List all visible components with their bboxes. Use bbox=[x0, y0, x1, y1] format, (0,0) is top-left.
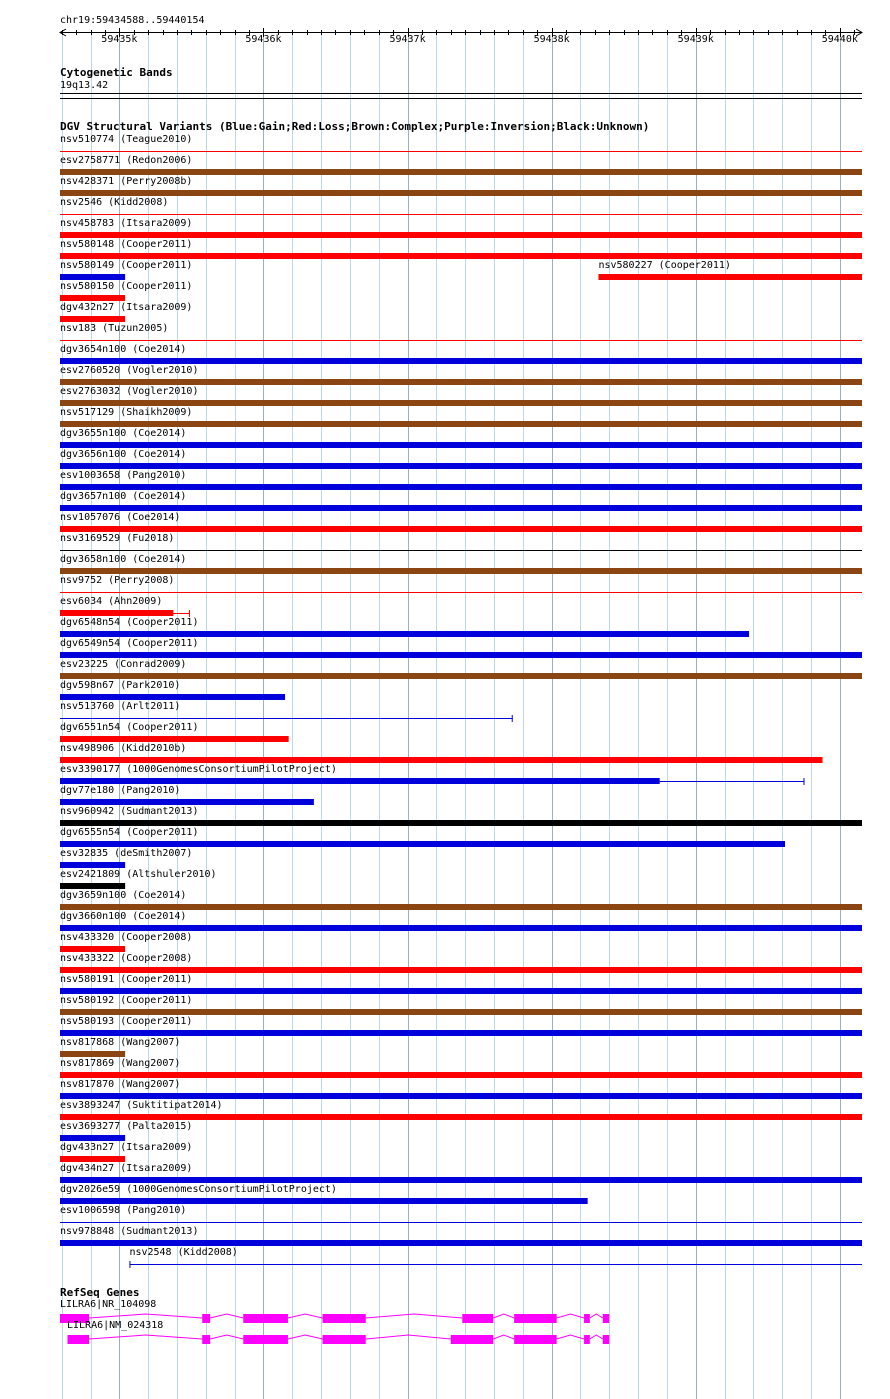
variant-label[interactable]: nsv2546 (Kidd2008) bbox=[60, 197, 169, 208]
ruler-tick-label: 59438k bbox=[533, 34, 570, 45]
ruler-tick-label: 59435k bbox=[101, 34, 138, 45]
variant-label[interactable]: dgv3655n100 (Coe2014) bbox=[60, 428, 187, 439]
variant-bar bbox=[60, 421, 862, 427]
gene-exon bbox=[243, 1335, 288, 1344]
variant-bar bbox=[60, 1114, 862, 1120]
gene-exon bbox=[603, 1314, 609, 1323]
gene-intron bbox=[590, 1335, 603, 1339]
gene-intron bbox=[557, 1335, 584, 1339]
variant-label[interactable]: dgv6548n54 (Cooper2011) bbox=[60, 617, 199, 628]
variant-label[interactable]: esv3893247 (Suktitipat2014) bbox=[60, 1100, 223, 1111]
variant-label[interactable]: esv2760520 (Vogler2010) bbox=[60, 365, 199, 376]
gene-intron bbox=[366, 1335, 451, 1339]
variant-bar bbox=[60, 652, 862, 658]
variant-label[interactable]: dgv434n27 (Itsara2009) bbox=[60, 1163, 193, 1174]
variant-label[interactable]: dgv3660n100 (Coe2014) bbox=[60, 911, 187, 922]
variant-bar bbox=[598, 274, 862, 280]
variant-label[interactable]: nsv513760 (Arlt2011) bbox=[60, 701, 181, 712]
cytoband-label: 19q13.42 bbox=[60, 80, 109, 91]
variant-bar bbox=[60, 190, 862, 196]
variant-bar bbox=[60, 799, 314, 805]
variant-bar bbox=[60, 463, 862, 469]
cytoband-track-title: Cytogenetic Bands bbox=[60, 66, 173, 79]
gene-exon bbox=[67, 1335, 89, 1344]
variant-label[interactable]: nsv580148 (Cooper2011) bbox=[60, 239, 193, 250]
variant-label[interactable]: nsv433322 (Cooper2008) bbox=[60, 953, 193, 964]
gene-exon bbox=[243, 1314, 288, 1323]
variant-label[interactable]: nsv580193 (Cooper2011) bbox=[60, 1016, 193, 1027]
variant-label[interactable]: nsv510774 (Teague2010) bbox=[60, 134, 193, 145]
ruler-tick-label: 59436k bbox=[245, 34, 282, 45]
variant-bar bbox=[60, 1240, 862, 1246]
gene-exon bbox=[514, 1314, 557, 1323]
gene-exon bbox=[451, 1335, 494, 1344]
cytoband-bar bbox=[60, 93, 862, 99]
dgv-track-title: DGV Structural Variants (Blue:Gain;Red:Loss;Brown:Complex;Purple:Inversion;Black:Unknown) bbox=[60, 120, 650, 133]
variant-bar bbox=[60, 1030, 862, 1036]
gene-intron bbox=[366, 1314, 463, 1318]
variant-label[interactable]: nsv428371 (Perry2008b) bbox=[60, 176, 193, 187]
variant-label[interactable]: nsv433320 (Cooper2008) bbox=[60, 932, 193, 943]
gene-intron bbox=[493, 1314, 514, 1318]
variant-label[interactable]: nsv458783 (Itsara2009) bbox=[60, 218, 193, 229]
variant-bar bbox=[60, 505, 862, 511]
ruler-tick-label: 59440k bbox=[821, 34, 858, 45]
variant-label[interactable]: esv6034 (Ahn2009) bbox=[60, 596, 163, 607]
variant-label[interactable]: nsv817869 (Wang2007) bbox=[60, 1058, 181, 1069]
variant-bar bbox=[60, 169, 862, 175]
variant-bar bbox=[60, 484, 862, 490]
variant-label[interactable]: dgv3656n100 (Coe2014) bbox=[60, 449, 187, 460]
variant-label[interactable]: nsv580191 (Cooper2011) bbox=[60, 974, 193, 985]
ruler-location-label: chr19:59434588..59440154 bbox=[60, 15, 205, 26]
gene-intron bbox=[89, 1335, 202, 1339]
variant-bar bbox=[60, 1009, 862, 1015]
variant-label[interactable]: dgv3654n100 (Coe2014) bbox=[60, 344, 187, 355]
gene-exon bbox=[514, 1335, 557, 1344]
variant-label[interactable]: esv23225 (Conrad2009) bbox=[60, 659, 187, 670]
variant-label[interactable]: dgv6549n54 (Cooper2011) bbox=[60, 638, 199, 649]
variant-bar bbox=[60, 610, 173, 616]
gene-label[interactable]: LILRA6|NM_024318 bbox=[67, 1320, 164, 1331]
variant-bar bbox=[60, 757, 823, 763]
variant-bar bbox=[60, 673, 862, 679]
variant-label[interactable]: nsv2548 (Kidd2008) bbox=[129, 1247, 238, 1258]
variant-bar bbox=[60, 1093, 862, 1099]
gene-exon bbox=[323, 1314, 366, 1323]
variant-label[interactable]: nsv517129 (Shaikh2009) bbox=[60, 407, 193, 418]
variant-bar bbox=[60, 988, 862, 994]
variant-bar bbox=[60, 1072, 862, 1078]
variant-label[interactable]: nsv960942 (Sudmant2013) bbox=[60, 806, 199, 817]
variant-label[interactable]: esv2421809 (Altshuler2010) bbox=[60, 869, 217, 880]
gene-exon bbox=[603, 1335, 609, 1344]
gene-intron bbox=[89, 1314, 202, 1318]
variant-label[interactable]: nsv498906 (Kidd2010b) bbox=[60, 743, 187, 754]
variant-bar bbox=[60, 1177, 862, 1183]
variant-bar bbox=[60, 904, 862, 910]
variant-label[interactable]: nsv3169529 (Fu2018) bbox=[60, 533, 175, 544]
gene-intron bbox=[288, 1335, 323, 1339]
variant-label[interactable]: esv3390177 (1000GenomesConsortiumPilotProject) bbox=[60, 764, 337, 775]
variant-label[interactable]: esv32835 (deSmith2007) bbox=[60, 848, 193, 859]
variant-bar bbox=[60, 925, 862, 931]
gene-intron bbox=[590, 1314, 603, 1318]
variant-bar bbox=[60, 883, 125, 889]
variant-label[interactable]: dgv6551n54 (Cooper2011) bbox=[60, 722, 199, 733]
ruler-tick-label: 59437k bbox=[389, 34, 426, 45]
refseq-track-title: RefSeq Genes bbox=[60, 1286, 140, 1299]
variant-bar bbox=[60, 442, 862, 448]
variant-label[interactable]: dgv433n27 (Itsara2009) bbox=[60, 1142, 193, 1153]
variant-label[interactable]: nsv817870 (Wang2007) bbox=[60, 1079, 181, 1090]
variant-label[interactable]: nsv817868 (Wang2007) bbox=[60, 1037, 181, 1048]
variant-label[interactable]: esv1006598 (Pang2010) bbox=[60, 1205, 187, 1216]
variant-bar bbox=[60, 631, 749, 637]
variant-label[interactable]: nsv580192 (Cooper2011) bbox=[60, 995, 193, 1006]
gene-intron bbox=[210, 1335, 243, 1339]
variant-label[interactable]: nsv9752 (Perry2008) bbox=[60, 575, 175, 586]
variant-bar bbox=[60, 1156, 125, 1162]
variant-label[interactable]: dgv2026e59 (1000GenomesConsortiumPilotProject) bbox=[60, 1184, 337, 1195]
variant-label[interactable]: esv3693277 (Palta2015) bbox=[60, 1121, 193, 1132]
variant-bar bbox=[60, 1198, 588, 1204]
variant-bar bbox=[60, 295, 125, 301]
variant-bar bbox=[60, 379, 862, 385]
variant-label[interactable]: nsv183 (Tuzun2005) bbox=[60, 323, 169, 334]
variant-bar bbox=[60, 1051, 125, 1057]
variant-label[interactable]: nsv580149 (Cooper2011) bbox=[60, 260, 193, 271]
variant-label[interactable]: dgv3658n100 (Coe2014) bbox=[60, 554, 187, 565]
gene-exon bbox=[584, 1335, 590, 1344]
variant-label[interactable]: dgv432n27 (Itsara2009) bbox=[60, 302, 193, 313]
variant-bar bbox=[60, 1135, 125, 1141]
variant-label[interactable]: dgv3659n100 (Coe2014) bbox=[60, 890, 187, 901]
variant-label[interactable]: nsv580227 (Cooper2011) bbox=[598, 260, 731, 271]
variant-label[interactable]: esv1003658 (Pang2010) bbox=[60, 470, 187, 481]
variant-label[interactable]: dgv598n67 (Park2010) bbox=[60, 680, 181, 691]
variant-bar bbox=[60, 400, 862, 406]
variant-label[interactable]: esv2758771 (Redon2006) bbox=[60, 155, 193, 166]
gene-intron bbox=[210, 1314, 243, 1318]
variant-bar bbox=[60, 274, 125, 280]
variant-bar bbox=[60, 736, 289, 742]
variant-bar bbox=[60, 232, 862, 238]
variant-label[interactable]: nsv580150 (Cooper2011) bbox=[60, 281, 193, 292]
variant-label[interactable]: dgv6555n54 (Cooper2011) bbox=[60, 827, 199, 838]
variant-bar bbox=[60, 820, 862, 826]
gene-exon bbox=[462, 1314, 493, 1323]
gene-exon bbox=[323, 1335, 366, 1344]
variant-bar bbox=[60, 253, 862, 259]
variant-label[interactable]: nsv1057076 (Coe2014) bbox=[60, 512, 181, 523]
gene-exon bbox=[202, 1335, 210, 1344]
variant-label[interactable]: esv2763032 (Vogler2010) bbox=[60, 386, 199, 397]
gene-intron bbox=[493, 1335, 514, 1339]
variant-bar bbox=[60, 778, 660, 784]
ruler-tick-label: 59439k bbox=[677, 34, 714, 45]
variant-bar bbox=[60, 694, 285, 700]
gene-exon bbox=[584, 1314, 590, 1323]
variant-bar bbox=[60, 316, 125, 322]
gene-exon bbox=[202, 1314, 210, 1323]
variant-bar bbox=[60, 358, 862, 364]
variant-bar bbox=[60, 862, 125, 868]
gene-intron bbox=[288, 1314, 323, 1318]
variant-bar bbox=[60, 526, 862, 532]
variant-bar bbox=[60, 946, 125, 952]
variant-bar bbox=[60, 967, 862, 973]
variant-label[interactable]: dgv77e180 (Pang2010) bbox=[60, 785, 181, 796]
variant-label[interactable]: nsv978848 (Sudmant2013) bbox=[60, 1226, 199, 1237]
gene-label[interactable]: LILRA6|NR_104098 bbox=[60, 1299, 157, 1310]
variant-label[interactable]: dgv3657n100 (Coe2014) bbox=[60, 491, 187, 502]
variant-bar bbox=[60, 841, 785, 847]
gene-intron bbox=[557, 1314, 584, 1318]
variant-bar bbox=[60, 568, 862, 574]
